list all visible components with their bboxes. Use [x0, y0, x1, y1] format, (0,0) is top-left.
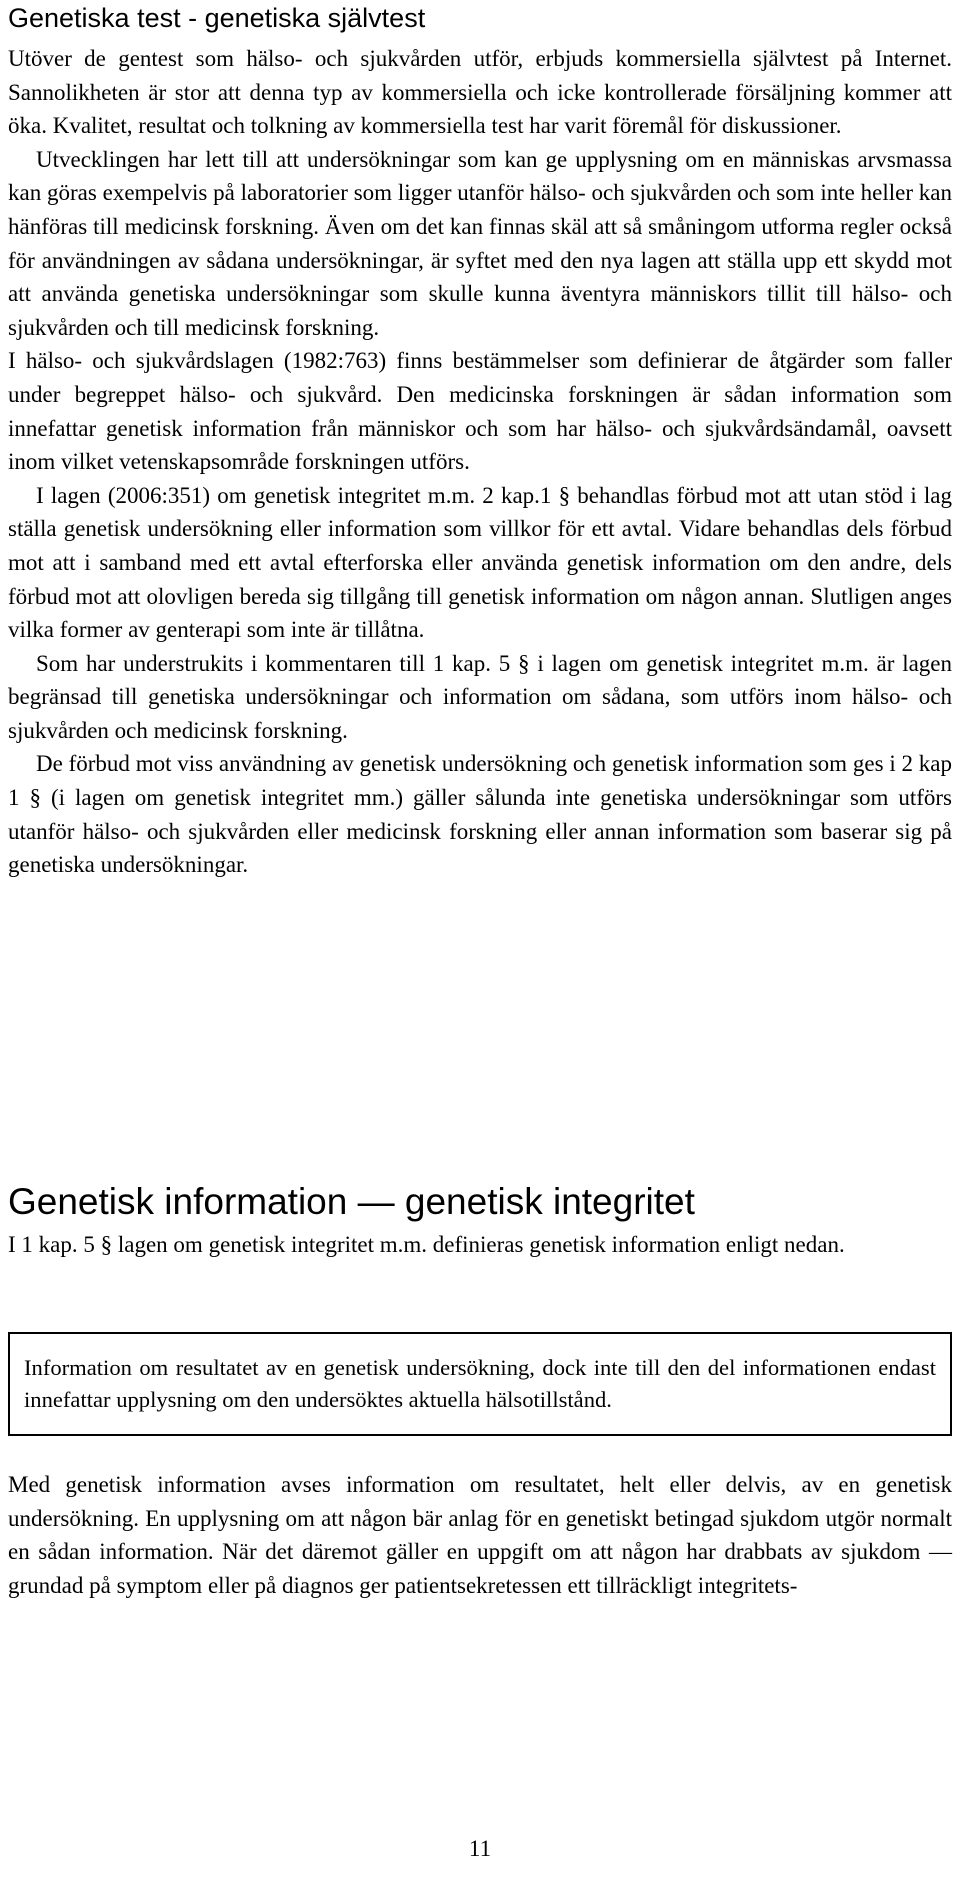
definition-box — [8, 1332, 952, 1436]
section-body-genetic-information — [8, 1468, 952, 1602]
definition-text: Information om resultatet av en genetisk undersökning, dock inte till den del informationen endast innefattar upplysning om den undersöktes aktuella hälsotillstånd. — [24, 1355, 936, 1412]
paragraph-commentary: Som har understrukits i kommentaren till 1 kap. 5 § i lagen om genetisk integritet m.m. är lagen begränsad till genetiska undersökningar och information om sådana, som utförs inom hälso- och sjukvården och medicinsk forskning. — [8, 650, 952, 743]
page-number: 11 — [468, 1836, 492, 1861]
section-intro-genetic-information — [8, 1228, 952, 1262]
paragraph-commercial-selftests: Utöver de gentest som hälso- och sjukvården utför, erbjuds kommersiella självtest på Internet. Sannolikheten är stor att denna typ av kommersiella och icke kontrollerade försäljning kommer att öka. Kvalitet, resultat och tolkning av kommersiella test har varit föremål för diskussioner. — [8, 46, 952, 139]
paragraph-development: Utvecklingen har lett till att undersökningar som kan ge upplysning om en människas arvsmassa kan göras exempelvis på laboratorier som ligger utanför hälso- och sjukvården och som inte heller kan hänföras till medicinsk forskning. Även om det kan finnas skäl att så småningom utforma regler också för användningen av sådana undersökningar, är syftet med den nya lagen att ställa upp ett skydd mot att använda genetiska undersökningar som skulle kunna äventyra människors tillit till hälso- och sjukvården och till medicinsk forskning. — [8, 146, 952, 340]
paragraph-genetic-integrity-law: I lagen (2006:351) om genetisk integritet m.m. 2 kap.1 § behandlas förbud mot att utan stöd i lag ställa genetisk undersökning eller information som villkor för ett avtal. Vidare behandlas dels förbud mot att i samband med ett avtal efterforska eller använda genetisk information om den andre, dels förbud mot att olovligen bereda sig tillgång till genetisk information om någon annan. Slutligen anges vilka former av genterapi som inte är tillåtna. — [8, 482, 952, 643]
section-heading-genetic-information: Genetisk information — genetisk integritet — [8, 1181, 695, 1222]
paragraph-prohibitions: De förbud mot viss användning av genetisk undersökning och genetisk information som ges i 2 kap 1 § (i lagen om genetisk integritet mm.) gäller sålunda inte genetiska undersökningar som utförs utanför hälso- och sjukvården eller medicinsk forskning eller annan information som baserar sig på genetiska undersökningar. — [8, 751, 952, 878]
section-body-genetic-tests — [8, 42, 952, 882]
paragraph-definition-intro: I 1 kap. 5 § lagen om genetisk integritet m.m. definieras genetisk information enligt nedan. — [8, 1232, 845, 1257]
section-heading-genetic-tests: Genetiska test - genetiska självtest — [8, 3, 426, 33]
paragraph-genetic-information-meaning: Med genetisk information avses information om resultatet, helt eller delvis, av en genetisk undersökning. En upplysning om att någon bär anlag för en genetiskt betingad sjukdom utgör normalt en sådan information. När det däremot gäller en uppgift om att någon har drabbats av sjukdom — grundad på symptom eller på diagnos ger patientsekretessen ett tillräckligt integritets- — [8, 1472, 952, 1598]
paragraph-health-care-law: I hälso- och sjukvårdslagen (1982:763) finns bestämmelser som definierar de åtgärder som faller under begreppet hälso- och sjukvård. Den medicinska forskningen är sådan information som innefattar genetisk information från människor och som har hälso- och sjukvårdsändamål, oavsett inom vilket vetenskapsområde forskningen utförs. — [8, 348, 952, 475]
